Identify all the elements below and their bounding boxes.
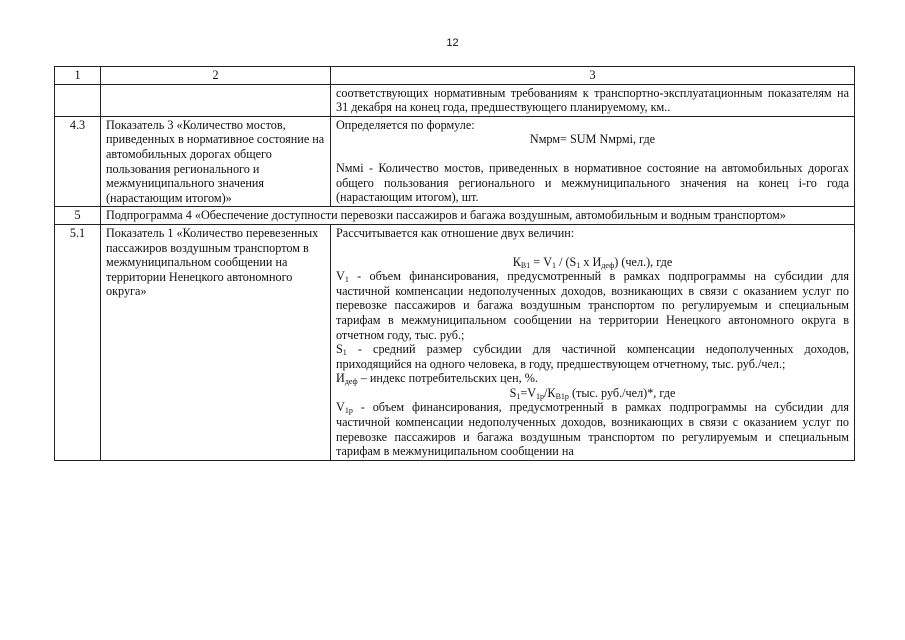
- row-number: 4.3: [55, 116, 101, 207]
- formula-kv1: $К_{В1} = V_1 / (S_1$ х $И_{деф}$) (чел.), где: [512, 254, 673, 270]
- formula-s1: $S_1=V_{1р}/К_{В1р}$ (тыс. руб./чел)*, где: [509, 385, 676, 401]
- method-intro: Рассчитывается как отношение двух величин:: [336, 225, 575, 240]
- continuation-text: соответствующих нормативным требованиям к транспортно-эксплуатационным показателям на 31 декабря на конец года, предшествующего планируемому, км..: [331, 84, 855, 116]
- header-col-2: 2: [101, 67, 331, 85]
- formula-definition: Nммi - Количество мостов, приведенных в нормативное состояние на автомобильных дорогах общего пользования регионального и межмуниципального значения на конец i-го года (нарастающим итогом), шт.: [336, 160, 849, 205]
- method-intro: Определяется по формуле:: [336, 117, 475, 132]
- header-col-1: 1: [55, 67, 101, 85]
- table-row-continuation: [55, 84, 855, 116]
- indicator-method: [331, 116, 855, 207]
- row-number: 5: [55, 207, 101, 225]
- table-row-5-1: [55, 224, 855, 460]
- table-row-4-3: [55, 116, 855, 207]
- indicator-name: Показатель 3 «Количество мостов, приведенных в нормативное состояние на автомобильных дорогах общего пользования регионального и межмуниципального значения (нарастающим итогом)»: [101, 116, 331, 207]
- page-number: 12: [446, 37, 459, 49]
- indicator-method: [331, 224, 855, 460]
- header-col-3: 3: [331, 67, 855, 85]
- indicator-name: Показатель 1 «Количество перевезенных пассажиров воздушным транспортом в межмуниципальном сообщении на территории Ненецкого автономного округа»: [101, 224, 331, 460]
- subprogram-title: Подпрограмма 4 «Обеспечение доступности перевозки пассажиров и багажа воздушным, автомобильным и водным транспортом»: [101, 207, 855, 225]
- indicators-table: [54, 66, 855, 461]
- definition-s1: $S_1$ - средний размер субсидии для частичной компенсации недополученных доходов, приходящийся на одного человека, в году, предшествующем отчетному, тыс. руб./чел.;: [336, 342, 849, 371]
- definition-v1: $V_1$ - объем финансирования, предусмотренный в рамках подпрограммы на субсидии для частичной компенсации недополученных доходов, возникающих в связи с оказанием услуг по перевозке пассажиров и багажа воздушным транспортом по регулируемым и специальным тарифам в межмуниципальном сообщении на территории Ненецкого автономного округа в отчетном году, тыс. руб.;: [336, 269, 849, 342]
- table-header-row: [55, 67, 855, 85]
- table-row-5: [55, 207, 855, 225]
- definition-v1p: $V_{1р}$ - объем финансирования, предусмотренный в рамках подпрограммы на субсидии для частичной компенсации недополученных доходов, возникающих в связи с оказанием услуг по перевозке пассажиров и багажа воздушным транспортом по регулируемым и специальным тарифам в межмуниципальном сообщении на: [336, 400, 849, 459]
- row-number: 5.1: [55, 224, 101, 460]
- formula: Nмрм= SUM Nмрмi, где: [529, 132, 656, 147]
- definition-idef: $И_{деф}$ – индекс потребительских цен, %.: [336, 371, 538, 387]
